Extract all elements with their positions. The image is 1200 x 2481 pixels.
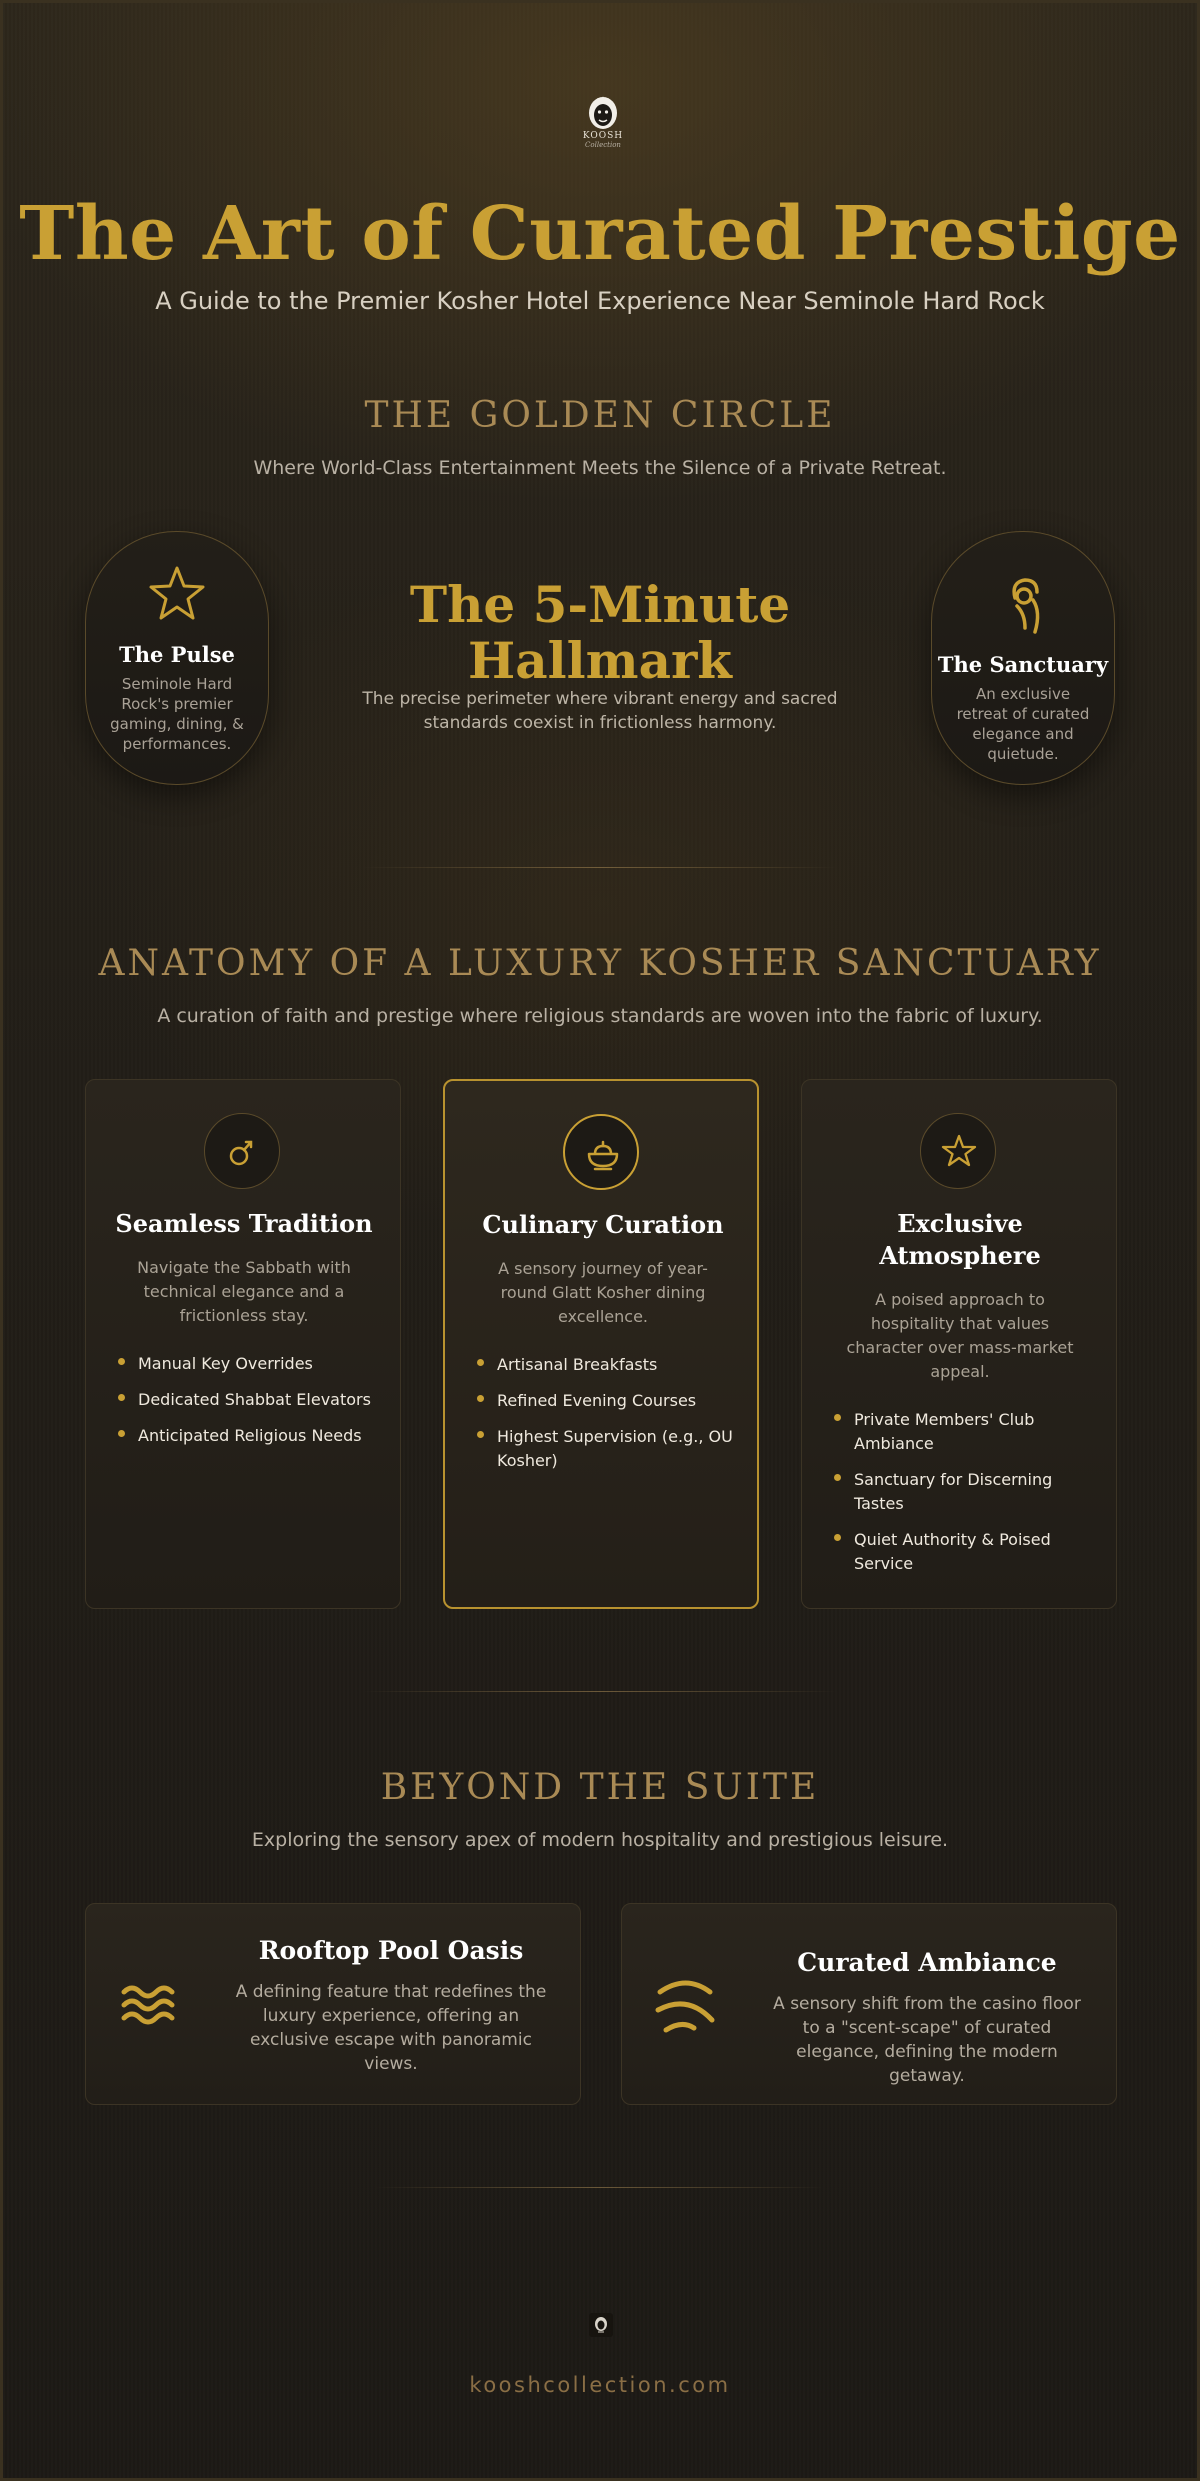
experience-title: Curated Ambiance <box>797 1948 1057 1977</box>
key-ring-icon <box>205 1114 281 1190</box>
card-icon-circle <box>920 1113 996 1189</box>
section-title-anatomy: ANATOMY OF A LUXURY KOSHER SANCTUARY <box>98 943 1102 984</box>
card-text: A poised approach to hospitality that values character over mass-market appeal. <box>846 1290 1074 1381</box>
experience-text: A defining feature that redefines the luxury experience, offering an exclusive escape with panoramic views. <box>235 1982 547 2074</box>
card-feature-list <box>116 1352 386 1460</box>
person-retreat-icon <box>991 574 1055 638</box>
card-title: Culinary Curation <box>482 1210 724 1239</box>
card-feature-list <box>475 1353 745 1485</box>
lion-crest-icon <box>589 2313 613 2337</box>
star-icon <box>921 1114 997 1190</box>
section-title-golden-circle: THE GOLDEN CIRCLE <box>364 395 836 436</box>
experience-card-curated-ambiance <box>621 1903 1117 2105</box>
list-item: Quiet Authority & Poised Service <box>832 1528 1102 1576</box>
hallmark-title: The 5-Minute Hallmark <box>409 575 791 690</box>
experience-card-rooftop-pool <box>85 1903 581 2105</box>
pulse-text: Seminole Hard Rock's premier gaming, dining, & performances. <box>110 675 244 753</box>
list-item: Artisanal Breakfasts <box>475 1353 745 1377</box>
list-item: Highest Supervision (e.g., OU Kosher) <box>475 1425 745 1473</box>
logo-wordmark: KOOSH <box>582 131 624 141</box>
list-item: Sanctuary for Discerning Tastes <box>832 1468 1102 1516</box>
card-icon-circle <box>563 1114 639 1190</box>
sanctuary-title: The Sanctuary <box>937 652 1109 677</box>
pulse-title: The Pulse <box>119 642 235 667</box>
logo-script: Collection <box>585 141 621 149</box>
card-title: Seamless Tradition <box>115 1209 373 1238</box>
page-title: The Art of Curated Prestige <box>19 191 1181 277</box>
card-title: Exclusive Atmosphere <box>879 1209 1041 1270</box>
section-title-beyond: BEYOND THE SUITE <box>380 1767 820 1808</box>
experience-title: Rooftop Pool Oasis <box>258 1936 524 1965</box>
section-divider <box>375 2187 825 2188</box>
feature-card-exclusive-atmosphere <box>801 1079 1117 1609</box>
list-item: Anticipated Religious Needs <box>116 1424 386 1448</box>
dining-bowl-icon <box>565 1116 641 1192</box>
footer-logo[interactable] <box>589 2313 613 2337</box>
sanctuary-text: An exclusive retreat of curated elegance and quietude. <box>956 685 1090 763</box>
hallmark-text: The precise perimeter where vibrant energy and sacred standards coexist in frictionless harmony. <box>362 689 838 733</box>
card-feature-list <box>832 1408 1102 1588</box>
list-item: Private Members' Club Ambiance <box>832 1408 1102 1456</box>
sanctuary-pill <box>931 531 1115 785</box>
card-icon-circle <box>204 1113 280 1189</box>
card-text: Navigate the Sabbath with technical elegance and a frictionless stay. <box>137 1258 351 1325</box>
brand-logo[interactable] <box>583 95 623 151</box>
card-text: A sensory journey of year-round Glatt Kosher dining excellence. <box>498 1259 708 1326</box>
scent-swirl-icon <box>652 1970 722 2040</box>
footer-website-link[interactable]: kooshcollection.com <box>469 2373 731 2397</box>
section-subtitle-beyond: Exploring the sensory apex of modern hospitality and prestigious leisure. <box>251 1829 949 1851</box>
list-item: Dedicated Shabbat Elevators <box>116 1388 386 1412</box>
section-subtitle-anatomy: A curation of faith and prestige where religious standards are woven into the fabric of luxury. <box>157 1005 1043 1027</box>
section-divider <box>363 1691 837 1692</box>
section-subtitle-golden-circle: Where World-Class Entertainment Meets the Silence of a Private Retreat. <box>253 457 947 479</box>
list-item: Manual Key Overrides <box>116 1352 386 1376</box>
feature-card-seamless-tradition <box>85 1079 401 1609</box>
experience-text: A sensory shift from the casino floor to a "scent-scape" of curated elegance, defining the modern getaway. <box>773 1994 1081 2086</box>
list-item: Refined Evening Courses <box>475 1389 745 1413</box>
star-icon <box>145 562 209 626</box>
section-divider <box>363 867 837 868</box>
feature-card-culinary-curation <box>443 1079 759 1609</box>
water-waves-icon <box>116 1970 186 2040</box>
pulse-pill <box>85 531 269 785</box>
page-subtitle: A Guide to the Premier Kosher Hotel Experience Near Seminole Hard Rock <box>155 287 1045 315</box>
